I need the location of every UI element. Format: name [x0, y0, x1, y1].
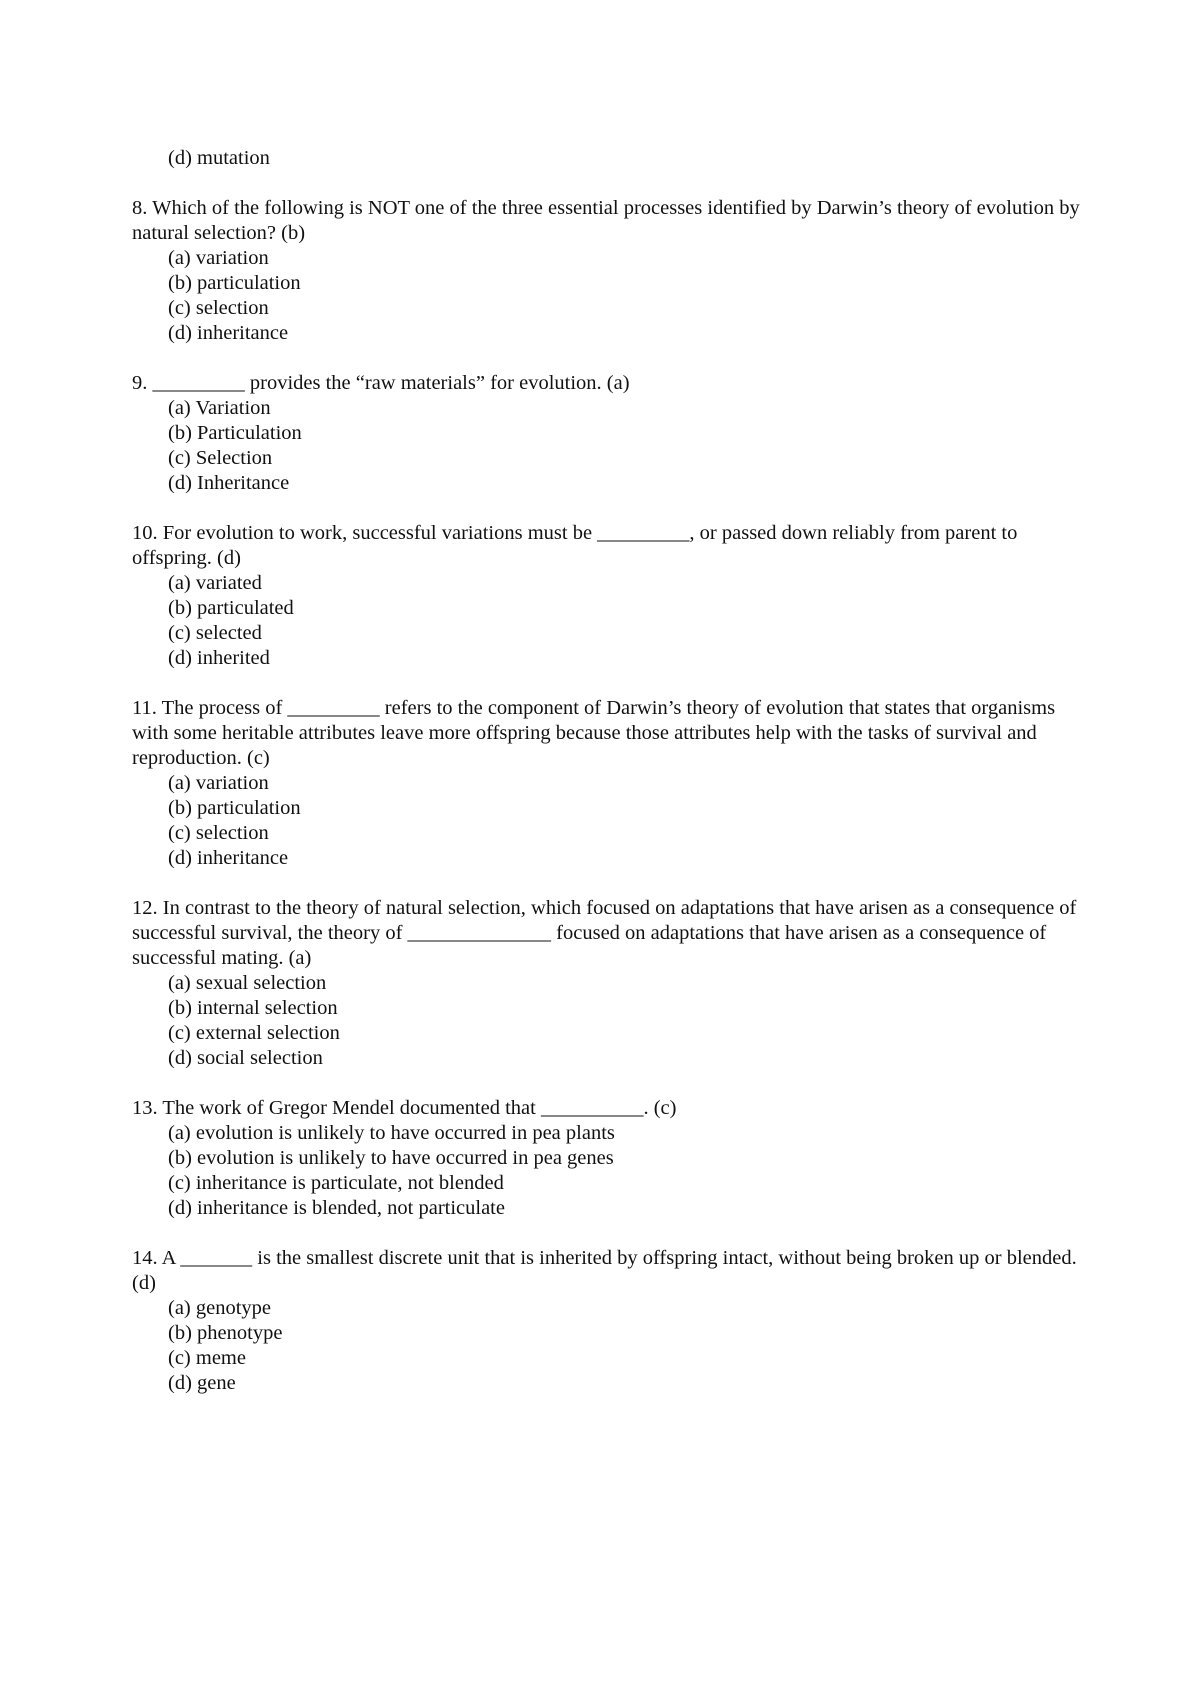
question-8 — [132, 196, 1092, 346]
answer-option: (d) gene — [168, 1372, 236, 1394]
answer-options — [132, 771, 1092, 871]
question-stem: 13. The work of Gregor Mendel documented that __________. (c) — [132, 1097, 677, 1119]
answer-option: (d) inheritance — [168, 847, 289, 869]
answer-option: (a) genotype — [168, 1297, 272, 1319]
question-10 — [132, 521, 1092, 671]
answer-option: (c) Selection — [168, 447, 273, 469]
question-13 — [132, 1096, 1092, 1221]
question-12 — [132, 896, 1092, 1071]
question-14 — [132, 1246, 1092, 1396]
answer-option: (b) particulation — [168, 797, 301, 819]
question-list — [132, 146, 1092, 1421]
answer-option: (b) evolution is unlikely to have occurred in pea genes — [168, 1147, 614, 1169]
answer-options — [132, 971, 1092, 1071]
answer-option: (d) social selection — [168, 1047, 323, 1069]
question-stem: 9. _________ provides the “raw materials” for evolution. (a) — [132, 372, 630, 394]
question-stem: 8. Which of the following is NOT one of the three essential processes identified by Darwin’s theory of evolution by natural selection? (b) — [132, 197, 1080, 244]
answer-option: (c) selection — [168, 297, 269, 319]
answer-option: (a) variation — [168, 772, 269, 794]
answer-option: (b) internal selection — [168, 997, 338, 1019]
answer-options — [132, 1121, 1092, 1221]
question-11 — [132, 696, 1092, 871]
question-stem: 11. The process of _________ refers to the component of Darwin’s theory of evolution that states that organisms with some heritable attributes leave more offspring because those attributes help with the tasks of survival and reproduction. (c) — [132, 697, 1056, 769]
answer-options — [132, 246, 1092, 346]
answer-options — [132, 1296, 1092, 1396]
answer-option: (b) particulation — [168, 272, 301, 294]
answer-options — [132, 396, 1092, 496]
answer-option: (a) sexual selection — [168, 972, 327, 994]
previous-question-option: (d) mutation — [168, 147, 270, 169]
answer-option: (a) variated — [168, 572, 262, 594]
question-9 — [132, 371, 1092, 496]
answer-option: (c) selection — [168, 822, 269, 844]
answer-option: (b) Particulation — [168, 422, 302, 444]
answer-option: (c) meme — [168, 1347, 246, 1369]
answer-option: (b) phenotype — [168, 1322, 283, 1344]
answer-option: (d) inherited — [168, 647, 270, 669]
question-stem: 12. In contrast to the theory of natural selection, which focused on adaptations that have arisen as a consequence of successful survival, the theory of ______________ focused on adaptations that have arisen as a consequence of successful mating. (a) — [132, 897, 1077, 969]
answer-option: (d) inheritance — [168, 322, 289, 344]
answer-option: (a) variation — [168, 247, 269, 269]
answer-option: (a) Variation — [168, 397, 271, 419]
answer-option: (b) particulated — [168, 597, 294, 619]
question-stem: 14. A _______ is the smallest discrete unit that is inherited by offspring intact, without being broken up or blended. (d) — [132, 1247, 1077, 1294]
answer-option: (c) selected — [168, 622, 262, 644]
answer-option: (d) Inheritance — [168, 472, 290, 494]
question-stem: 10. For evolution to work, successful variations must be _________, or passed down reliably from parent to offspring. (d) — [132, 522, 1018, 569]
answer-options — [132, 571, 1092, 671]
answer-option: (a) evolution is unlikely to have occurred in pea plants — [168, 1122, 615, 1144]
answer-option: (c) external selection — [168, 1022, 340, 1044]
answer-option: (c) inheritance is particulate, not blended — [168, 1172, 504, 1194]
answer-option: (d) inheritance is blended, not particulate — [168, 1197, 505, 1219]
